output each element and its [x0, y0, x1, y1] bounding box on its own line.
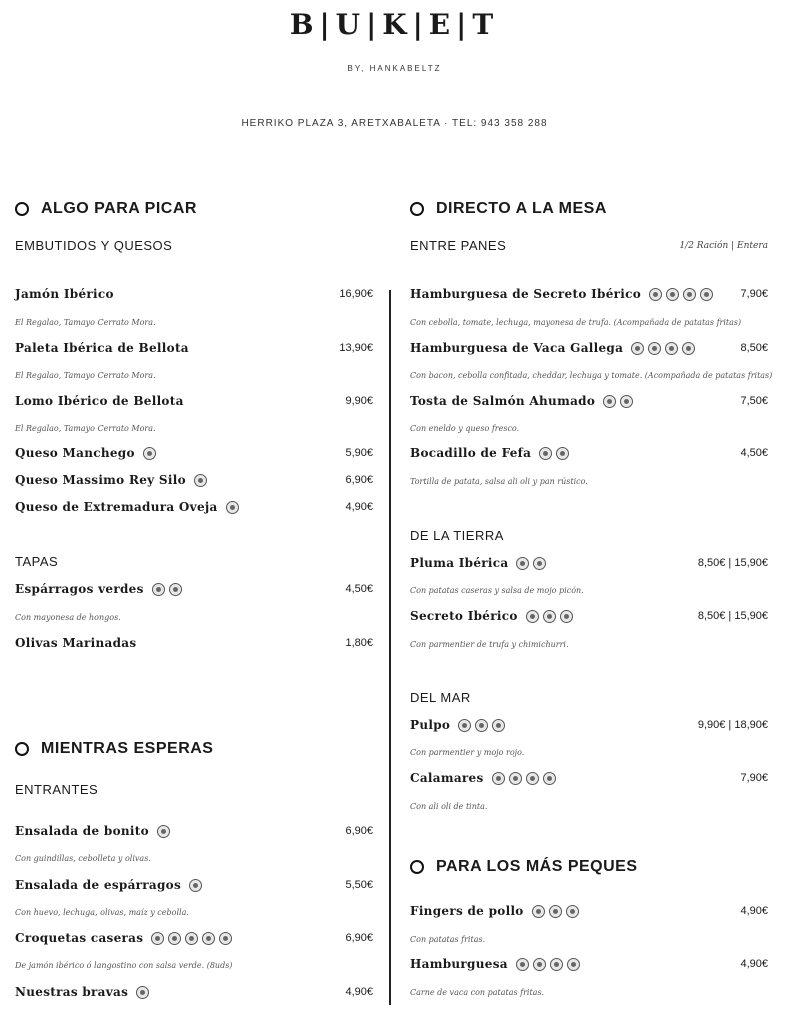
item-price: 6,90€: [345, 474, 373, 486]
mustard-icon: [567, 958, 580, 971]
menu-item: [410, 556, 768, 570]
celery-icon: [560, 610, 573, 623]
subsection-title: ENTRANTES: [15, 782, 99, 797]
item-name: Ensalada de espárragos: [15, 878, 182, 892]
egg-icon: [219, 932, 232, 945]
item-name: Secreto Ibérico: [410, 609, 518, 623]
egg-icon: [666, 288, 679, 301]
gluten-icon: [185, 932, 198, 945]
right-column: [410, 0, 773, 1024]
item-name: Nuestras bravas: [15, 985, 129, 999]
item-price: 4,90€: [345, 501, 373, 513]
menu-item: [410, 771, 768, 785]
item-name: Croquetas caseras: [15, 931, 144, 945]
item-price: 4,50€: [740, 447, 768, 459]
lactose-icon: [226, 501, 239, 514]
gluten-icon: [665, 342, 678, 355]
item-name: Hamburguesa: [410, 957, 508, 971]
item-description: Con guindillas, cebolleta y olivas.: [15, 854, 151, 863]
egg-icon: [648, 342, 661, 355]
portion-legend: 1/2 Ración | Entera: [679, 241, 768, 251]
section-title: MIENTRAS ESPERAS: [41, 740, 214, 757]
menu-item: [15, 878, 373, 892]
menu-item: [15, 931, 373, 945]
menu-item: [15, 824, 373, 838]
item-description: El Regalao, Tamayo Cerrato Mora.: [15, 371, 156, 380]
item-name: Fingers de pollo: [410, 904, 524, 918]
mustard-icon: [682, 342, 695, 355]
left-column: [15, 0, 373, 1024]
menu-item: [410, 446, 768, 460]
item-name: Paleta Ibérica de Bellota: [15, 341, 189, 355]
byline: BY, HANKABELTZ: [347, 64, 442, 73]
lactose-icon: [143, 447, 156, 460]
menu-item: [410, 718, 768, 732]
menu-item: [15, 636, 373, 650]
menu-item: [410, 609, 768, 623]
item-description: Con parmentier y mojo rojo.: [410, 748, 525, 757]
item-price: 7,50€: [740, 395, 768, 407]
subsection-title: TAPAS: [15, 554, 59, 569]
item-description: El Regalao, Tamayo Cerrato Mora.: [15, 424, 156, 433]
menu-item: [410, 394, 768, 408]
item-price: 4,90€: [345, 986, 373, 998]
menu-item: [15, 287, 373, 301]
mustard-icon: [700, 288, 713, 301]
item-name: Queso de Extremadura Oveja: [15, 500, 218, 514]
lactose-icon: [526, 772, 539, 785]
subsection-title: DE LA TIERRA: [410, 528, 504, 543]
fish-icon: [168, 932, 181, 945]
egg-icon: [169, 583, 182, 596]
column-divider: [389, 290, 391, 1005]
item-price: 5,50€: [345, 879, 373, 891]
lactose-icon: [151, 932, 164, 945]
item-description: El Regalao, Tamayo Cerrato Mora.: [15, 318, 156, 327]
subsection-title: DEL MAR: [410, 690, 471, 705]
item-name: Bocadillo de Fefa: [410, 446, 532, 460]
circle-bullet-icon: [410, 202, 424, 216]
fish-icon: [509, 772, 522, 785]
item-price: 1,80€: [345, 637, 373, 649]
lactose-icon: [532, 905, 545, 918]
lactose-icon: [492, 772, 505, 785]
item-description: Con eneldo y queso fresco.: [410, 424, 520, 433]
menu-item: [15, 582, 373, 596]
item-name: Olivas Marinadas: [15, 636, 137, 650]
item-price: 8,50€ | 15,90€: [697, 557, 768, 569]
item-price: 4,90€: [740, 905, 768, 917]
egg-icon: [543, 610, 556, 623]
item-name: Espárragos verdes: [15, 582, 144, 596]
item-name: Lomo Ibérico de Bellota: [15, 394, 184, 408]
gluten-icon: [683, 288, 696, 301]
section-heading: [410, 200, 607, 218]
item-description: De jamón ibérico ó langostino con salsa verde. (8uds): [15, 961, 233, 970]
item-price: 7,90€: [740, 772, 768, 784]
section-title: ALGO PARA PICAR: [41, 200, 197, 217]
lactose-icon: [194, 474, 207, 487]
section-heading: [15, 200, 197, 218]
item-name: Jamón Ibérico: [15, 287, 114, 301]
item-price: 16,90€: [339, 288, 373, 300]
item-price: 9,90€ | 18,90€: [697, 719, 768, 731]
item-price: 6,90€: [345, 825, 373, 837]
circle-bullet-icon: [15, 742, 29, 756]
item-price: 5,90€: [345, 447, 373, 459]
item-description: Con mayonesa de hongos.: [15, 613, 121, 622]
item-price: 6,90€: [345, 932, 373, 944]
menu-item: [410, 341, 768, 355]
item-price: 8,50€: [740, 342, 768, 354]
egg-icon: [549, 905, 562, 918]
item-description: Con patatas caseras y salsa de mojo picón.: [410, 586, 584, 595]
circle-bullet-icon: [410, 860, 424, 874]
menu-item: [15, 341, 373, 355]
crustacean-icon: [202, 932, 215, 945]
item-name: Hamburguesa de Vaca Gallega: [410, 341, 624, 355]
circle-bullet-icon: [15, 202, 29, 216]
item-name: Queso Massimo Rey Silo: [15, 473, 186, 487]
item-price: 7,90€: [740, 288, 768, 300]
egg-icon: [492, 719, 505, 732]
egg-icon: [539, 447, 552, 460]
menu-item: [410, 287, 768, 301]
menu-item: [15, 394, 373, 408]
item-description: Con cebolla, tomate, lechuga, mayonesa de trufa. (Acompañada de patatas fritas): [410, 318, 742, 327]
egg-icon: [533, 958, 546, 971]
celery-icon: [543, 772, 556, 785]
item-price: 9,90€: [345, 395, 373, 407]
item-price: 8,50€ | 15,90€: [697, 610, 768, 622]
gluten-icon: [550, 958, 563, 971]
menu-item: [410, 904, 768, 918]
restaurant-logo: B|U|K|E|T: [289, 8, 500, 41]
item-description: Tortilla de patata, salsa ali oli y pan rústico.: [410, 477, 588, 486]
item-name: Queso Manchego: [15, 446, 135, 460]
lactose-icon: [603, 395, 616, 408]
item-name: Pulpo: [410, 718, 451, 732]
item-description: Carne de vaca con patatas fritas.: [410, 988, 545, 997]
item-name: Hamburguesa de Secreto Ibérico: [410, 287, 642, 301]
fish-icon: [157, 825, 170, 838]
lactose-icon: [649, 288, 662, 301]
menu-item: [15, 446, 373, 460]
lactose-icon: [631, 342, 644, 355]
item-description: Con huevo, lechuga, olivas, maíz y cebolla.: [15, 908, 189, 917]
item-price: 13,90€: [339, 342, 373, 354]
menu-item: [15, 500, 373, 514]
subsection-title: EMBUTIDOS Y QUESOS: [15, 238, 173, 253]
item-name: Ensalada de bonito: [15, 824, 149, 838]
item-name: Tosta de Salmón Ahumado: [410, 394, 596, 408]
mollusc-icon: [458, 719, 471, 732]
gluten-icon: [533, 557, 546, 570]
lactose-icon: [516, 958, 529, 971]
item-price: 4,50€: [345, 583, 373, 595]
section-heading: [410, 858, 638, 876]
lactose-icon: [136, 986, 149, 999]
sulphite-icon: [516, 557, 529, 570]
address: HERRIKO PLAZA 3, ARETXABALETA · TEL: 943 358 288: [241, 118, 548, 129]
item-name: Calamares: [410, 771, 484, 785]
menu-item: [15, 473, 373, 487]
menu-item: [410, 957, 768, 971]
section-title: DIRECTO A LA MESA: [436, 200, 607, 217]
section-title: PARA LOS MÁS PEQUES: [436, 858, 638, 875]
gluten-icon: [556, 447, 569, 460]
menu-item: [15, 985, 373, 999]
fish-icon: [475, 719, 488, 732]
item-price: 4,90€: [740, 958, 768, 970]
lactose-icon: [152, 583, 165, 596]
lactose-icon: [526, 610, 539, 623]
subsection-title: ENTRE PANES: [410, 238, 507, 253]
item-description: Con bacon, cebolla confitada, cheddar, lechuga y tomate. (Acompañada de patatas fritas): [410, 371, 773, 380]
item-description: Con parmentier de trufa y chimichurri.: [410, 640, 569, 649]
item-description: Con patatas fritas.: [410, 935, 486, 944]
item-name: Pluma Ibérica: [410, 556, 509, 570]
section-heading: [15, 740, 213, 758]
egg-icon: [189, 879, 202, 892]
gluten-icon: [620, 395, 633, 408]
item-description: Con ali oli de tinta.: [410, 802, 488, 811]
gluten-icon: [566, 905, 579, 918]
